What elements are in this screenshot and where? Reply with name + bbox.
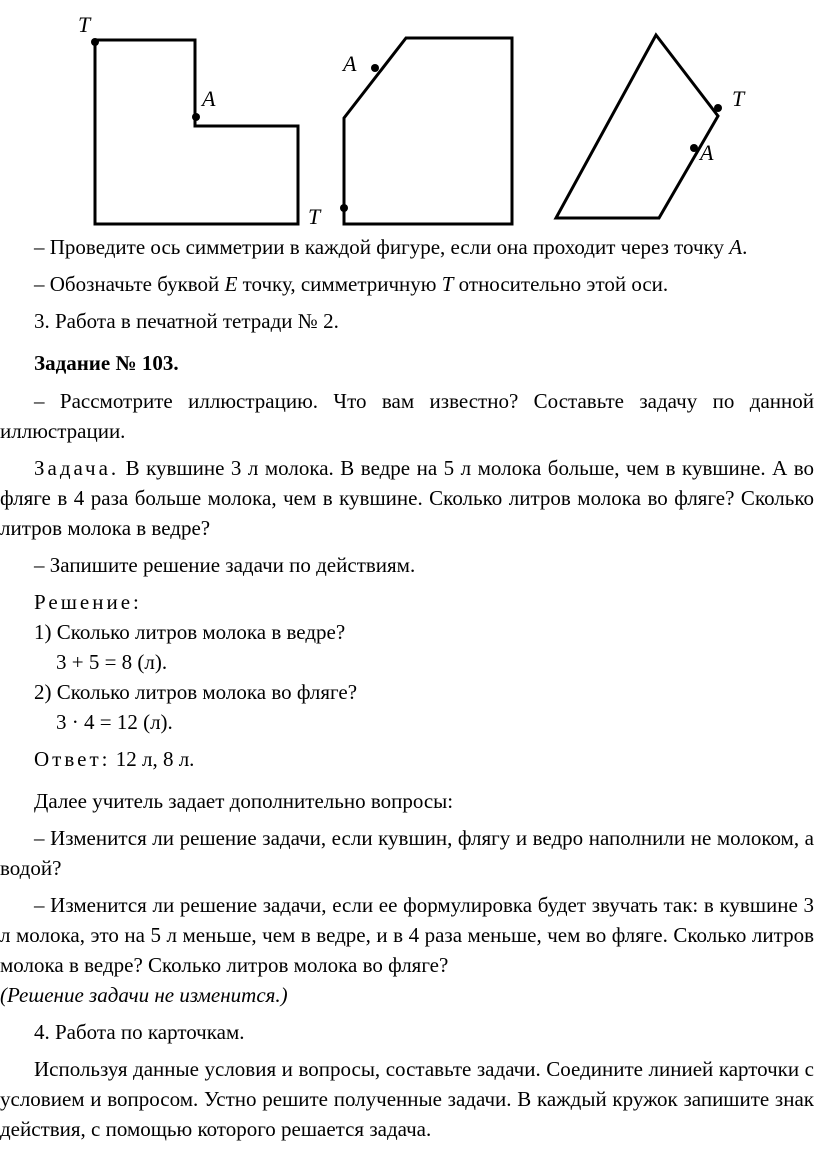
figure-pentagon-outline	[344, 38, 512, 224]
solution-step-2-question: 2) Сколько литров молока во фляге?	[34, 680, 358, 704]
cards-instruction: Используя данные условия и вопросы, составьте задачи. Соедините линией карточки с условием и вопросом. Устно решите полученные задачи. В каждый кружок запишите знак действия, с помощью которого решается задача.	[0, 1057, 814, 1141]
figure-quadrilateral	[556, 35, 746, 218]
task-label: Задача.	[34, 456, 120, 480]
task-statement: Задача. В кувшине 3 л молока. В ведре на 5 л молока больше, чем в кувшине. А во фляге в 4 раза больше молока, чем в кувшине. Сколько литров молока во фляге? Сколько литров молока в ведре?	[0, 456, 814, 540]
figure-pentagon	[340, 38, 512, 224]
label-T-top: T	[78, 12, 91, 37]
workbook-step: 3. Работа в печатной тетради № 2.	[34, 309, 339, 333]
point-A-dot	[371, 64, 379, 72]
figure-l-shape-outline	[95, 40, 298, 224]
symmetry-figures	[0, 0, 816, 232]
point-T-ref: T	[441, 272, 454, 296]
teacher-questions-intro: Далее учитель задает дополнительно вопросы:	[34, 789, 454, 813]
solution-step-1-calc: 3 + 5 = 8 (л).	[56, 650, 168, 674]
label-A: A	[343, 51, 357, 76]
point-E-ref: E	[224, 272, 238, 296]
cards-step: 4. Работа по карточкам.	[34, 1020, 245, 1044]
teacher-question-1: – Изменится ли решение задачи, если кувшин, флягу и ведро наполнили не молоком, а водой?	[0, 826, 814, 880]
label-T: T	[732, 86, 745, 111]
figure-l-shape	[78, 12, 322, 229]
point-T-dot	[340, 204, 348, 212]
teacher-question-2: – Изменится ли решение задачи, если ее формулировка будет звучать так: в кувшине 3 л молока, это на 5 л меньше, чем в ведре, и в 4 раза меньше, чем во фляге. Сколько литров молока в ведре? Сколько литров молока во фляге? (Решение задачи не изменится.)	[0, 893, 814, 1007]
label-T-bottom: T	[308, 204, 321, 229]
answer-line: Ответ: 12 л, 8 л.	[34, 747, 195, 771]
solution-step-2-calc: 3 · 4 = 12 (л).	[56, 710, 173, 734]
figure-quadrilateral-outline	[556, 35, 718, 218]
illustration-prompt: – Рассмотрите иллюстрацию. Что вам известно? Составьте задачу по данной иллюстрации.	[0, 389, 814, 443]
teacher-question-2-note: (Решение задачи не изменится.)	[0, 983, 288, 1007]
point-A-ref: A	[729, 235, 743, 259]
solution-instruction: – Запишите решение задачи по действиям.	[34, 553, 416, 577]
point-T-dot	[714, 104, 722, 112]
point-T-dot	[91, 38, 99, 46]
label-A: A	[700, 140, 714, 165]
solution-step-1-question: 1) Сколько литров молока в ведре?	[34, 620, 346, 644]
solution-label: Решение:	[34, 590, 142, 614]
instruction-axis: – Проведите ось симметрии в каждой фигуре, если она проходит через точку A.	[34, 235, 748, 259]
document-body	[0, 232, 814, 1151]
point-A-dot	[192, 113, 200, 121]
answer-label: Ответ:	[34, 747, 111, 771]
label-A: A	[202, 86, 216, 111]
instruction-mark-E: – Обозначьте буквой E точку, симметричную T относительно этой оси.	[34, 272, 669, 296]
point-A-dot	[690, 144, 698, 152]
task-heading: Задание № 103.	[34, 351, 179, 375]
